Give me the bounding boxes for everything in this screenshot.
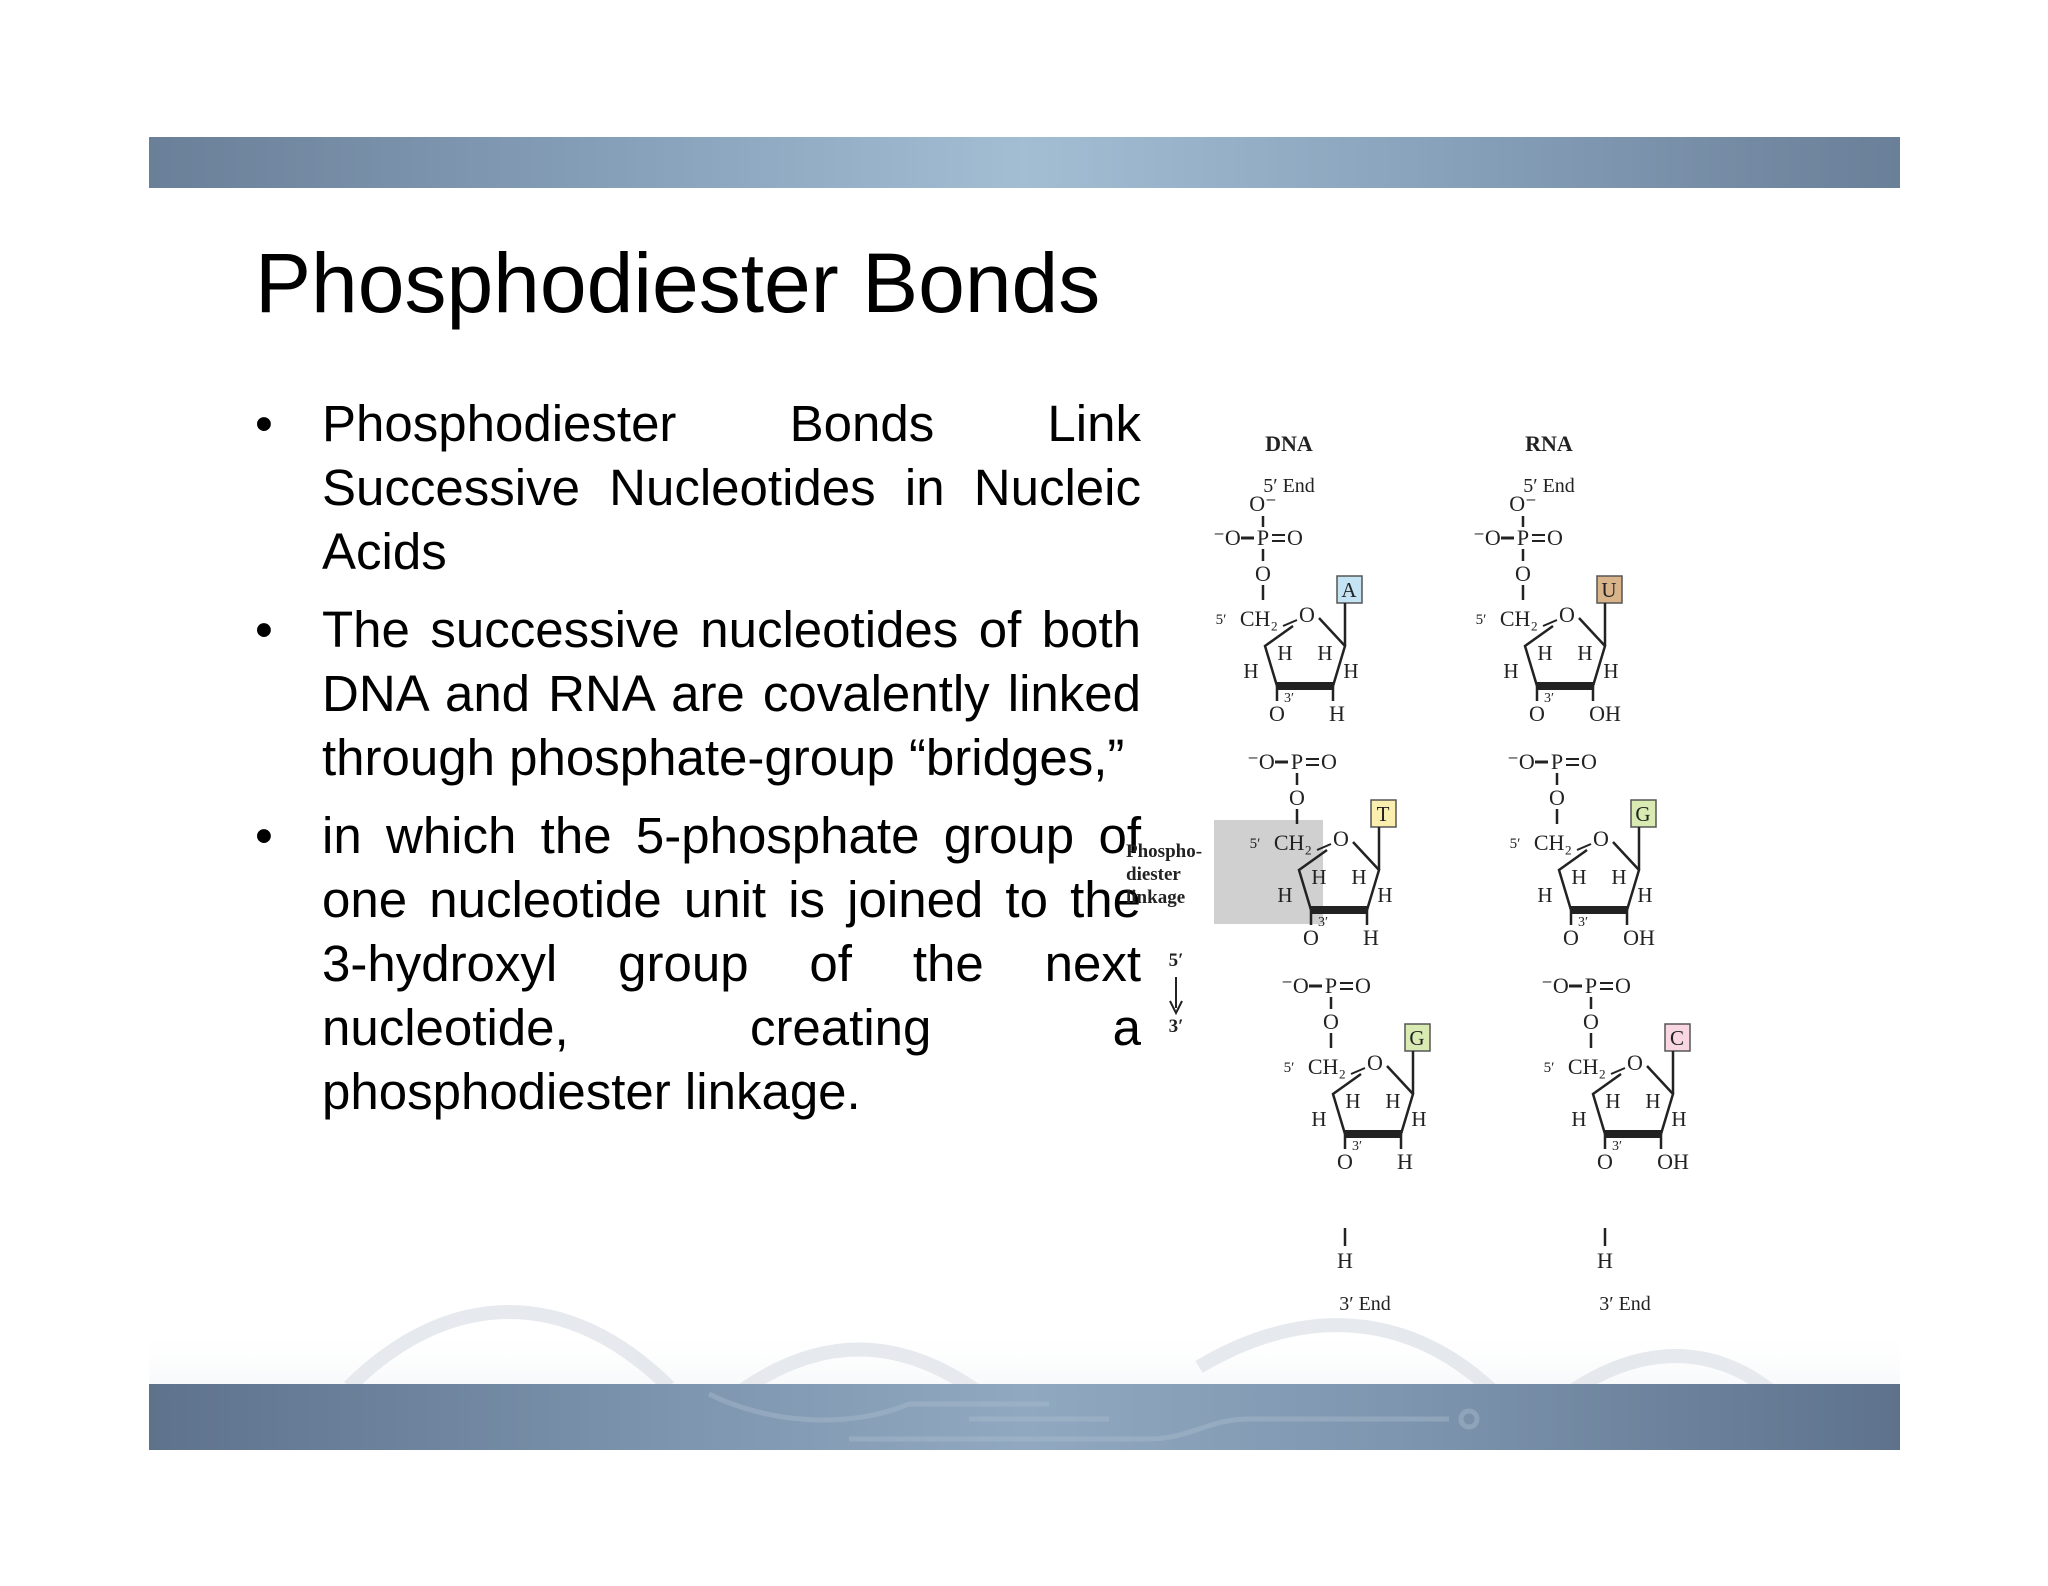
atom-minus-o: ⁻O — [1541, 973, 1569, 998]
atom-ch2: CH₂ — [1567, 1054, 1607, 1079]
slide — [149, 137, 1900, 1450]
five-prime-label: 5′ — [1215, 612, 1227, 628]
atom-o: O — [1515, 561, 1531, 586]
atom-p: P — [1584, 973, 1598, 998]
base-letter-A: A — [1341, 578, 1357, 602]
atom-h: H — [1637, 883, 1653, 907]
atom-h: H — [1277, 883, 1293, 907]
atom-h: H — [1577, 641, 1593, 665]
atom-oh: OH — [1657, 1149, 1689, 1174]
three-prime-label: 3′ — [1611, 1139, 1623, 1154]
atom-h: H — [1311, 1107, 1327, 1131]
linkage-label: Phospho- — [1126, 841, 1203, 862]
bullet-marker: • — [255, 395, 273, 452]
atom-h: H — [1537, 641, 1553, 665]
three-prime-label: 3′ — [1317, 915, 1329, 930]
base-letter-G: G — [1635, 802, 1651, 826]
atom-p: P — [1516, 525, 1530, 550]
bullet-item — [255, 598, 1141, 790]
atom-h: H — [1571, 1107, 1587, 1131]
atom-minus-o: ⁻O — [1281, 973, 1309, 998]
base-letter-G: G — [1409, 1026, 1425, 1050]
atom-ch2: CH₂ — [1273, 830, 1313, 855]
bottom-band-circuit-pattern — [149, 1384, 1900, 1450]
atom-o: O — [1615, 973, 1631, 998]
five-prime-end-label: 5′ End — [1523, 475, 1575, 497]
top-accent-band — [149, 137, 1900, 188]
atom-ch2: CH₂ — [1239, 606, 1279, 631]
bullet-list — [255, 392, 1141, 1138]
atom-o: O — [1323, 1009, 1339, 1034]
bond-line — [1611, 1068, 1625, 1074]
atom-o: O — [1269, 701, 1285, 726]
atom-ch2: CH₂ — [1533, 830, 1573, 855]
five-prime-label: 5′ — [1509, 836, 1521, 852]
five-prime-label: 5′ — [1249, 836, 1261, 852]
atom-minus-o: ⁻O — [1213, 525, 1241, 550]
atom-h: H — [1311, 865, 1327, 889]
atom-minus-o: ⁻O — [1473, 525, 1501, 550]
slide-title: Phosphodiester Bonds — [255, 236, 1101, 330]
bullet-text: in which the 5-phosphate group of one nucleotide unit is joined to the 3-hydroxyl group of the next nucleotide, creating a phosphodiester linkage. — [322, 807, 1141, 1120]
atom-o: O — [1355, 973, 1371, 998]
five-prime-label: 5′ — [1283, 1060, 1295, 1076]
atom-o: O — [1289, 785, 1305, 810]
five-prime-end-label: 5′ End — [1263, 475, 1315, 497]
atom-o-minus: O⁻ — [1509, 491, 1537, 516]
atom-o: O — [1597, 1149, 1613, 1174]
bullet-text: The successive nucleotides of both DNA and RNA are covalently linked through phosphate-group “bridges,” — [322, 601, 1141, 786]
three-prime-end-label: 3′ End — [1339, 1293, 1391, 1315]
atom-h: H — [1345, 1089, 1361, 1113]
ring-oxygen: O — [1627, 1050, 1643, 1075]
three-prime-label: 3′ — [1283, 691, 1295, 706]
atom-oh: OH — [1589, 701, 1621, 726]
bullet-text: Phosphodiester Bonds Link Successive Nucleotides in Nucleic Acids — [322, 395, 1141, 580]
atom-h: H — [1671, 1107, 1687, 1131]
bullet-item — [255, 804, 1141, 1124]
ring-oxygen: O — [1367, 1050, 1383, 1075]
atom-o: O — [1563, 925, 1579, 950]
atom-h: H — [1605, 1089, 1621, 1113]
atom-h: H — [1411, 1107, 1427, 1131]
atom-h: H — [1337, 1248, 1353, 1273]
atom-h: H — [1377, 883, 1393, 907]
three-prime-label: 3′ — [1577, 915, 1589, 930]
bond-line — [1351, 1068, 1365, 1074]
atom-h: H — [1611, 865, 1627, 889]
atom-o: O — [1337, 1149, 1353, 1174]
ring-oxygen: O — [1559, 602, 1575, 627]
atom-o: O — [1581, 749, 1597, 774]
atom-p: P — [1324, 973, 1338, 998]
bond-line — [1543, 620, 1557, 626]
direction-3prime-label: 3′ — [1168, 1016, 1184, 1037]
atom-h: H — [1503, 659, 1519, 683]
atom-o: O — [1549, 785, 1565, 810]
atom-h: H — [1603, 659, 1619, 683]
atom-h: H — [1243, 659, 1259, 683]
base-letter-U: U — [1601, 578, 1617, 602]
direction-5prime-label: 5′ — [1168, 950, 1184, 971]
atom-h: H — [1537, 883, 1553, 907]
atom-h: H — [1329, 701, 1345, 726]
five-prime-label: 5′ — [1543, 1060, 1555, 1076]
atom-o-minus: O⁻ — [1249, 491, 1277, 516]
atom-p: P — [1256, 525, 1270, 550]
atom-o: O — [1255, 561, 1271, 586]
atom-p: P — [1550, 749, 1564, 774]
atom-h: H — [1363, 925, 1379, 950]
atom-h: H — [1277, 641, 1293, 665]
three-prime-label: 3′ — [1351, 1139, 1363, 1154]
atom-h: H — [1385, 1089, 1401, 1113]
atom-oh: OH — [1623, 925, 1655, 950]
base-letter-C: C — [1669, 1026, 1685, 1050]
dna-label: DNA — [1265, 431, 1313, 456]
ring-oxygen: O — [1299, 602, 1315, 627]
rna-label: RNA — [1525, 431, 1573, 456]
bullet-marker: • — [255, 601, 273, 658]
atom-o: O — [1583, 1009, 1599, 1034]
bullet-item — [255, 392, 1141, 584]
bond-line — [1283, 620, 1297, 626]
atom-h: H — [1317, 641, 1333, 665]
atom-h: H — [1397, 1149, 1413, 1174]
linkage-label: linkage — [1126, 887, 1186, 908]
nucleic-acid-diagram — [1109, 373, 1869, 1393]
three-prime-end-label: 3′ End — [1599, 1293, 1651, 1315]
atom-h: H — [1597, 1248, 1613, 1273]
atom-h: H — [1571, 865, 1587, 889]
five-prime-label: 5′ — [1475, 612, 1487, 628]
atom-h: H — [1351, 865, 1367, 889]
atom-p: P — [1290, 749, 1304, 774]
atom-h: H — [1645, 1089, 1661, 1113]
atom-o: O — [1303, 925, 1319, 950]
bond-line — [1577, 844, 1591, 850]
ring-oxygen: O — [1333, 826, 1349, 851]
atom-o: O — [1287, 525, 1303, 550]
atom-o: O — [1321, 749, 1337, 774]
base-letter-T: T — [1376, 802, 1390, 826]
atom-ch2: CH₂ — [1499, 606, 1539, 631]
dna-rna-structure-figure — [1109, 373, 1869, 1393]
ring-oxygen: O — [1593, 826, 1609, 851]
bullet-marker: • — [255, 807, 273, 864]
atom-h: H — [1343, 659, 1359, 683]
atom-minus-o: ⁻O — [1247, 749, 1275, 774]
atom-minus-o: ⁻O — [1507, 749, 1535, 774]
atom-o: O — [1547, 525, 1563, 550]
atom-o: O — [1529, 701, 1545, 726]
atom-ch2: CH₂ — [1307, 1054, 1347, 1079]
three-prime-label: 3′ — [1543, 691, 1555, 706]
linkage-label: diester — [1126, 864, 1181, 885]
bottom-accent-band — [149, 1384, 1900, 1450]
